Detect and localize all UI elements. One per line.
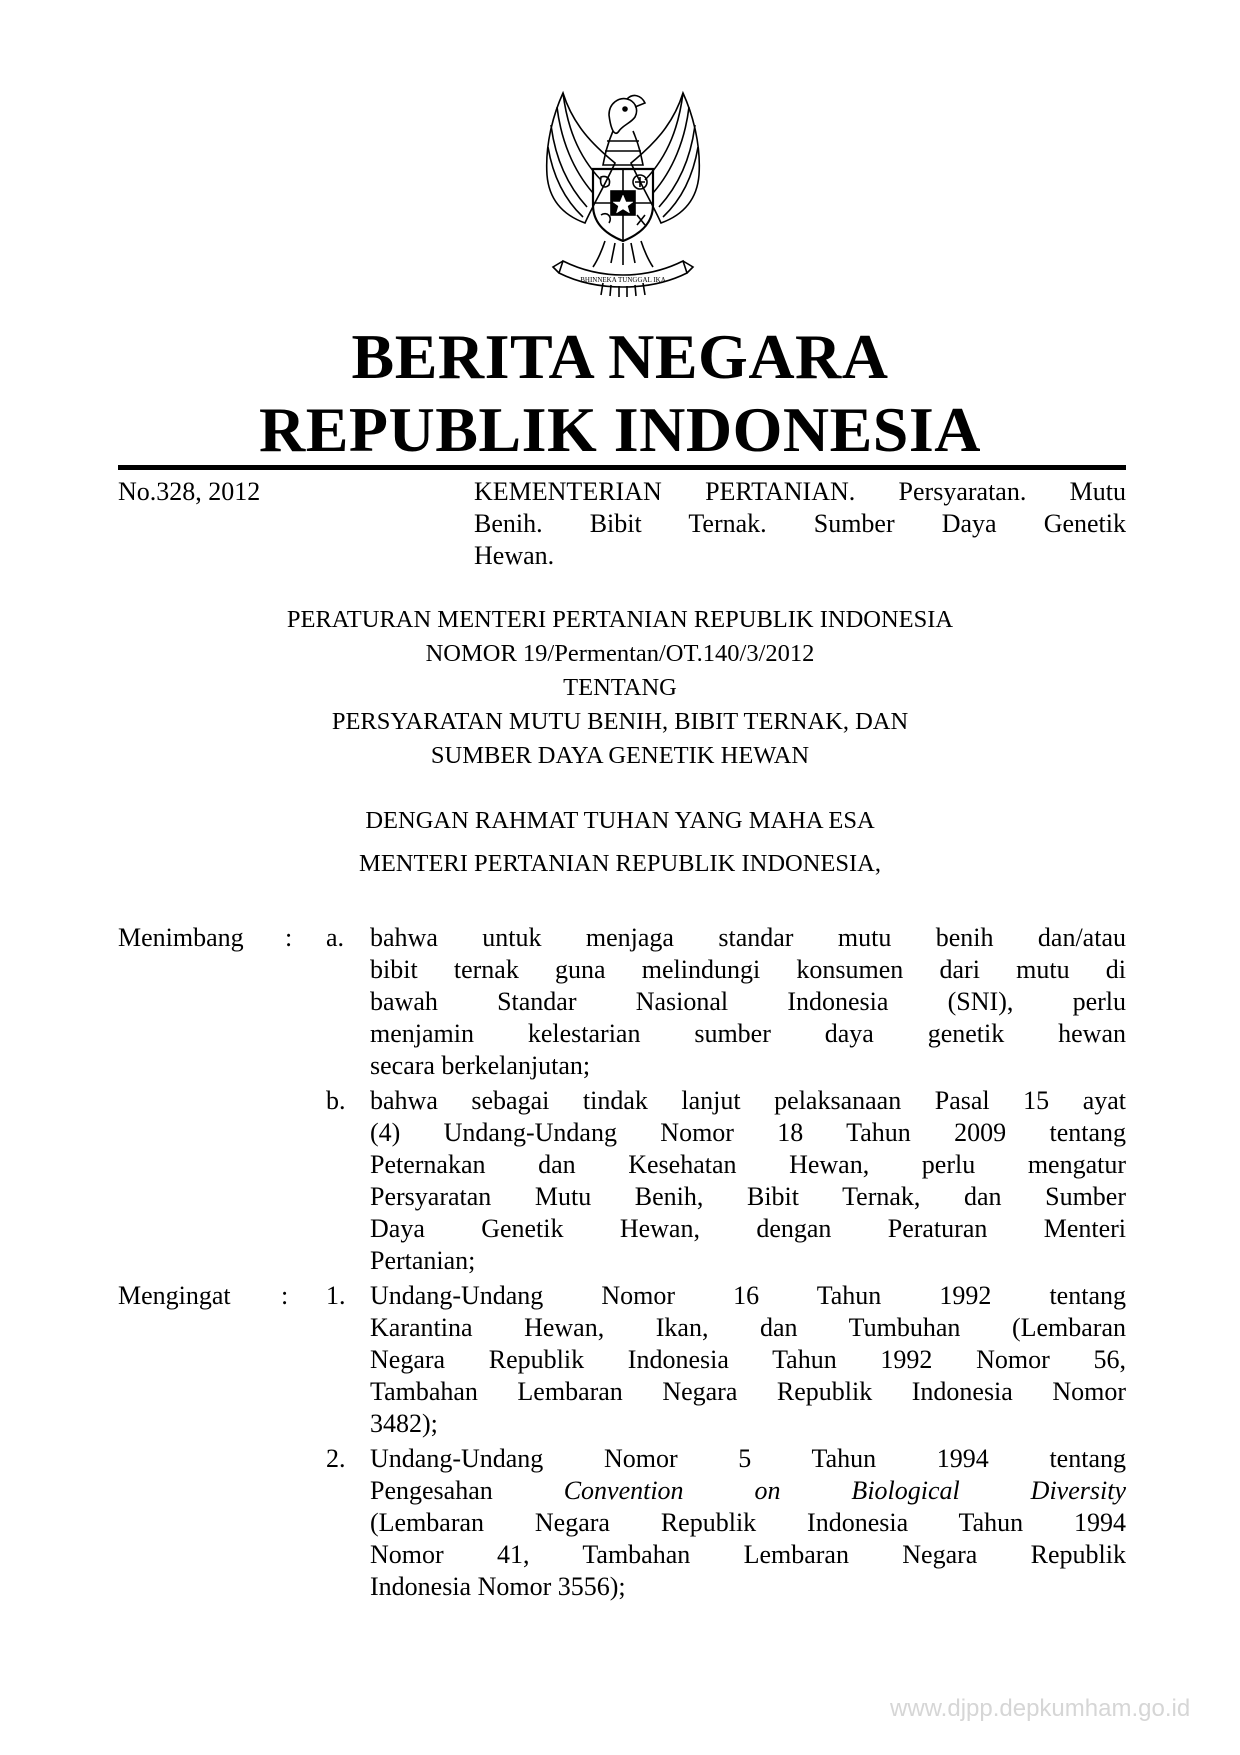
masthead-line-1: BERITA NEGARA	[351, 321, 889, 392]
regulation-subject-2: SUMBER DAYA GENETIK HEWAN	[430, 742, 810, 769]
regulation-title: PERATURAN MENTERI PERTANIAN REPUBLIK INDONESIA	[286, 606, 954, 633]
document-subject	[474, 476, 1126, 572]
item-marker: b.	[326, 1086, 346, 1115]
item-line-prefix: Pengesahan	[370, 1476, 493, 1505]
item-line: (Lembaran Negara Republik Indonesia Tahun 1994	[370, 1508, 1126, 1537]
item-line: bawah Standar Nasional Indonesia (SNI), perlu	[370, 987, 1126, 1016]
subject-line: Benih. Bibit Ternak. Sumber Daya Genetik	[474, 509, 1126, 538]
mengingat-item-1	[370, 1280, 1126, 1440]
document-number: No.328, 2012	[118, 477, 261, 506]
item-line: 3482);	[370, 1409, 438, 1438]
subject-line: Hewan.	[474, 541, 555, 570]
watermark-url: www.djpp.depkumham.go.id	[890, 1695, 1191, 1722]
item-line: Peternakan dan Kesehatan Hewan, perlu mengatur	[370, 1150, 1126, 1179]
minister-line: MENTERI PERTANIAN REPUBLIK INDONESIA,	[359, 850, 881, 877]
item-marker: 1.	[326, 1281, 346, 1310]
item-line: Undang-Undang Nomor 5 Tahun 1994 tentang	[370, 1444, 1126, 1473]
mengingat-item-2	[370, 1443, 1126, 1603]
regulation-subject-1: PERSYARATAN MUTU BENIH, BIBIT TERNAK, DAN	[331, 708, 909, 735]
item-line: bibit ternak guna melindungi konsumen dari mutu di	[370, 955, 1126, 984]
item-line: Nomor 41, Tambahan Lembaran Negara Republik	[370, 1540, 1126, 1569]
item-line: Daya Genetik Hewan, dengan Peraturan Menteri	[370, 1214, 1126, 1243]
item-marker: a.	[326, 923, 345, 952]
subject-line: KEMENTERIAN PERTANIAN. Persyaratan. Mutu	[474, 477, 1126, 506]
regulation-heading	[0, 603, 1240, 773]
item-line: Persyaratan Mutu Benih, Bibit Ternak, dan Sumber	[370, 1182, 1126, 1211]
item-line: Pertanian;	[370, 1246, 476, 1275]
mengingat-label: Mengingat	[118, 1281, 231, 1310]
item-line: menjamin kelestarian sumber daya genetik hewan	[370, 1019, 1126, 1048]
menimbang-label: Menimbang	[118, 923, 244, 952]
garuda-emblem	[523, 85, 723, 297]
item-line: Indonesia Nomor 3556);	[370, 1572, 626, 1601]
masthead-divider	[118, 465, 1126, 470]
menimbang-item-a	[370, 922, 1126, 1082]
invocation: DENGAN RAHMAT TUHAN YANG MAHA ESA	[365, 807, 875, 834]
item-line: Negara Republik Indonesia Tahun 1992 Nomor 56,	[370, 1345, 1126, 1374]
item-line: Tambahan Lembaran Negara Republik Indonesia Nomor	[370, 1377, 1126, 1406]
masthead-line-2: REPUBLIK INDONESIA	[258, 394, 982, 465]
item-line: bahwa untuk menjaga standar mutu benih dan/atau	[370, 923, 1126, 952]
mengingat-colon: :	[281, 1281, 289, 1310]
regulation-tentang: TENTANG	[563, 674, 677, 701]
item-line	[370, 1475, 1126, 1507]
item-line: Karantina Hewan, Ikan, dan Tumbuhan (Lembaran	[370, 1313, 1126, 1342]
item-line: secara berkelanjutan;	[370, 1051, 591, 1080]
menimbang-colon: :	[285, 923, 293, 952]
item-line-italic: Convention on Biological Diversity	[563, 1476, 1126, 1505]
emblem-motto: BHINNEKA TUNGGAL IKA	[580, 276, 666, 284]
menimbang-item-b	[370, 1085, 1126, 1277]
regulation-number: NOMOR 19/Permentan/OT.140/3/2012	[425, 640, 815, 667]
item-marker: 2.	[326, 1444, 346, 1473]
item-line: (4) Undang-Undang Nomor 18 Tahun 2009 tentang	[370, 1118, 1126, 1147]
item-line: bahwa sebagai tindak lanjut pelaksanaan Pasal 15 ayat	[370, 1086, 1126, 1115]
item-line: Undang-Undang Nomor 16 Tahun 1992 tentang	[370, 1281, 1126, 1310]
